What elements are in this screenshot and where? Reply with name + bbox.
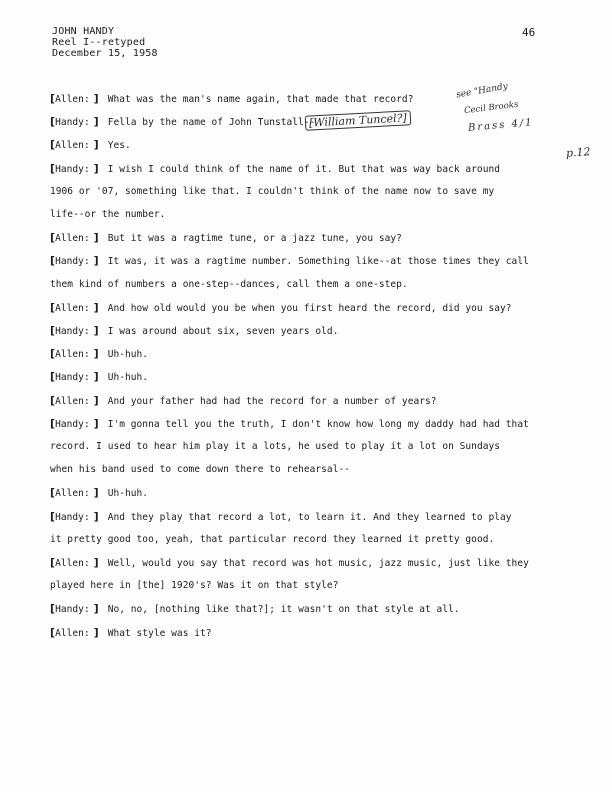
- transcript-line: [50, 627, 212, 640]
- speaker-label: [Handy: ]: [50, 509, 99, 523]
- transcript-text: What was the man's name again, that made that record?: [107, 94, 414, 105]
- speaker-name: Allen: [55, 627, 84, 639]
- transcript-line: [50, 395, 437, 408]
- speaker-label: [Allen: ]: [50, 92, 99, 105]
- transcript-line: [50, 163, 500, 176]
- transcript-text: But it was a ragtime tune, or a jazz tune, you say?: [107, 233, 402, 245]
- transcript-line: [50, 116, 315, 129]
- handwritten-reference-line-3: Brass 4/1: [467, 117, 534, 134]
- handwritten-reference-line-2: Cecil Brooks: [463, 99, 519, 117]
- speaker-label: [Handy: ]: [50, 324, 99, 337]
- transcript-line: [50, 418, 529, 431]
- speaker-label: [Allen: ]: [50, 300, 99, 314]
- transcript-continuation-line: [50, 464, 350, 476]
- transcript-continuation-line: [50, 441, 500, 453]
- speaker-label: [Allen: ]: [50, 486, 99, 500]
- transcript-line: [50, 93, 413, 106]
- speaker-label: [Handy: ]: [50, 115, 99, 129]
- speaker-label: [Handy: ]: [50, 370, 99, 384]
- interview-date: December 15, 1958: [52, 48, 158, 59]
- speaker-label: [Handy: ]: [50, 161, 99, 175]
- transcript-line: [50, 302, 512, 315]
- transcript-text: And your father had had the record for a number of years?: [107, 395, 437, 407]
- transcript-text: Fella by the name of John Tunstall--: [107, 117, 316, 129]
- speaker-name: Handy: [55, 604, 84, 616]
- transcript-line: [50, 232, 402, 245]
- transcript-text: I wish I could think of the name of it. But that was way back around: [107, 163, 501, 175]
- speaker-label: [Allen: ]: [50, 625, 99, 639]
- transcript-line: [50, 511, 512, 524]
- speaker-name: Handy: [55, 418, 84, 430]
- transcript-line: [50, 557, 529, 570]
- transcript-text: Yes.: [107, 140, 131, 152]
- handwritten-reference-line-4: p.12: [565, 145, 591, 160]
- transcript-text: 1906 or '07, something like that. I couldn't think of the name now to save my: [50, 185, 495, 197]
- transcript-continuation-line: [50, 580, 338, 592]
- transcript-line: [50, 487, 148, 500]
- transcript-line: [50, 139, 131, 152]
- transcript-text: life--or the number.: [50, 209, 166, 220]
- handwritten-reference-line-1: see "Handy: [455, 81, 509, 101]
- speaker-label: [Handy: ]: [50, 254, 99, 268]
- speaker-name: Allen: [55, 140, 84, 152]
- transcript-text: No, no, [nothing like that?]; it wasn't on that style at all.: [107, 604, 460, 616]
- speaker-name: Allen: [55, 395, 84, 407]
- transcript-text: when his band used to come down there to rehearsal--: [50, 464, 351, 476]
- transcript-text: them kind of numbers a one-step--dances, call them a one-step.: [50, 278, 408, 290]
- speaker-name: Handy: [55, 256, 84, 268]
- transcript-text: Uh-huh.: [107, 488, 149, 500]
- speaker-label: [Allen: ]: [50, 556, 99, 569]
- speaker-name: Allen: [55, 302, 84, 314]
- transcript-text: Uh-huh.: [107, 372, 149, 384]
- speaker-label: [Allen: ]: [50, 347, 99, 361]
- reel-label: Reel I--retyped: [52, 37, 146, 48]
- transcript-continuation-line: [50, 186, 494, 198]
- speaker-name: Handy: [55, 163, 84, 175]
- transcript-text: it pretty good too, yeah, that particular record they learned it pretty good.: [50, 533, 495, 545]
- transcript-text: And they play that record a lot, to learn it. And they learned to play: [107, 511, 512, 523]
- interviewee-name: JOHN HANDY: [52, 26, 115, 37]
- speaker-name: Allen: [55, 233, 84, 245]
- speaker-name: Handy: [55, 511, 84, 523]
- speaker-name: Allen: [55, 558, 84, 569]
- transcript-text: record. I used to hear him play it a lots, he used to play it a lot on Sundays: [50, 441, 501, 452]
- speaker-label: [Allen: ]: [50, 393, 99, 407]
- transcript-line: [50, 603, 460, 616]
- transcript-text: Uh-huh.: [107, 349, 149, 361]
- document-header: [52, 26, 158, 59]
- transcript-text: Well, would you say that record was hot music, jazz music, just like they: [107, 558, 529, 569]
- page-number: 46: [522, 26, 536, 39]
- transcript-continuation-line: [50, 279, 408, 291]
- speaker-name: Allen: [55, 349, 84, 361]
- speaker-name: Handy: [55, 117, 84, 129]
- transcript-text: It was, it was a ragtime number. Something like--at those times they call: [107, 256, 529, 268]
- speaker-name: Allen: [55, 488, 84, 500]
- handwritten-title-note: [William Tuncel?]: [305, 110, 411, 131]
- speaker-label: [Handy: ]: [50, 416, 99, 430]
- transcript-line: [50, 255, 529, 268]
- transcript-text: What style was it?: [107, 627, 212, 639]
- transcript-line: [50, 371, 148, 384]
- transcript-continuation-line: [50, 209, 165, 221]
- transcript-text: I was around about six, seven years old.: [107, 326, 339, 337]
- speaker-label: [Allen: ]: [50, 231, 99, 245]
- transcript-line: [50, 325, 338, 338]
- transcript-text: played here in [the] 1920's? Was it on that style?: [50, 580, 339, 592]
- speaker-label: [Handy: ]: [50, 602, 99, 616]
- speaker-name: Allen: [55, 94, 84, 105]
- transcript-continuation-line: [50, 534, 494, 546]
- speaker-name: Handy: [55, 326, 84, 337]
- speaker-label: [Allen: ]: [50, 138, 99, 152]
- transcript-text: I'm gonna tell you the truth, I don't know how long my daddy had had that: [107, 418, 529, 430]
- speaker-name: Handy: [55, 372, 84, 384]
- transcript-line: [50, 348, 148, 361]
- transcript-text: And how old would you be when you first heard the record, did you say?: [107, 302, 512, 314]
